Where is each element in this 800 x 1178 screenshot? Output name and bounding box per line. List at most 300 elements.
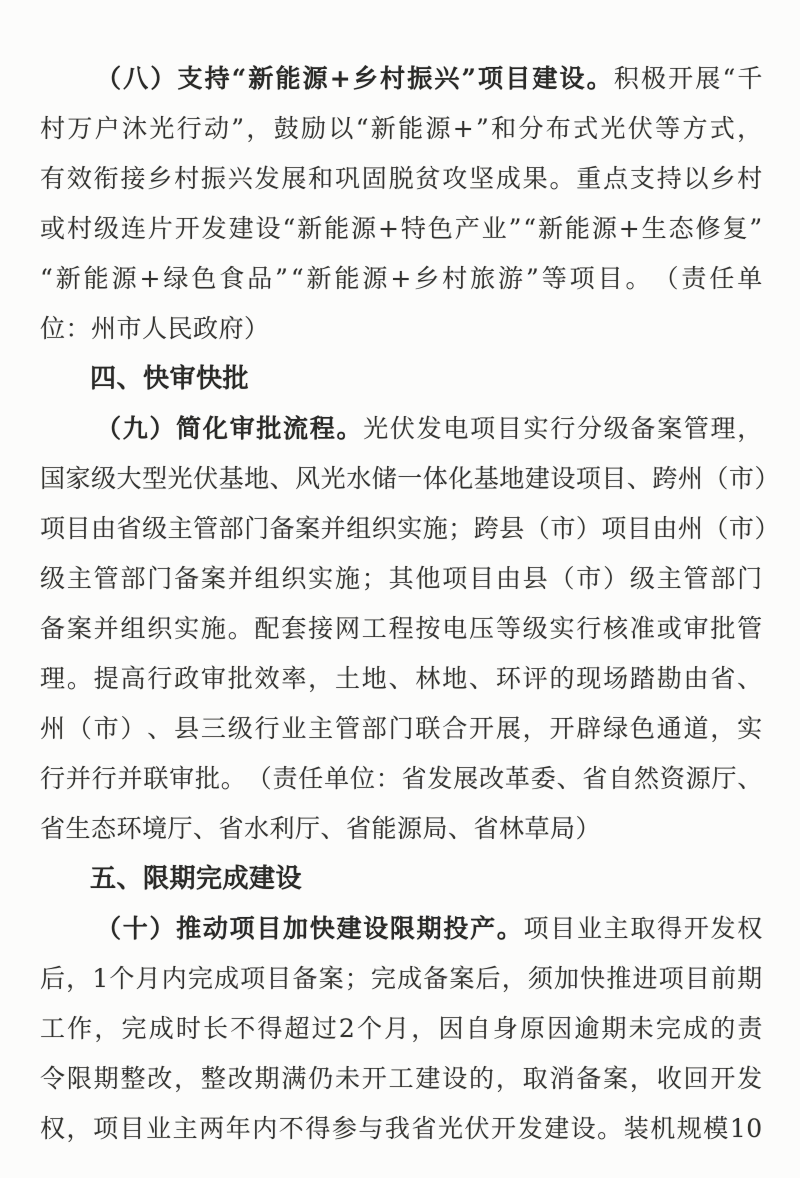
bold-text-segment: 投 [443, 914, 469, 943]
text-segment: 特 [400, 214, 427, 243]
text-segment: ， [737, 414, 763, 443]
text-segment: 成 [213, 964, 240, 993]
text-line [40, 404, 763, 454]
text-segment: 快 [580, 964, 606, 993]
text-segment: 发 [416, 414, 443, 443]
text-segment: 完 [655, 1014, 682, 1043]
text-segment: 1 [92, 964, 109, 993]
text-segment: 地 [499, 464, 525, 493]
text-segment: 大 [116, 464, 143, 493]
text-segment: 位：州市人民政府） [40, 314, 270, 343]
text-segment: 备 [174, 564, 200, 593]
bold-text-segment: （ [96, 64, 122, 93]
bold-text-segment: 。 [496, 914, 523, 943]
text-segment: 月 [384, 1014, 410, 1043]
text-segment: 联 [415, 714, 441, 743]
text-segment: 业 [146, 1114, 172, 1143]
text-line [40, 704, 763, 754]
text-segment: 伏 [464, 1114, 491, 1143]
text-segment: 万 [67, 114, 93, 143]
text-segment: （ [703, 464, 729, 493]
text-segment: 项 [470, 414, 496, 443]
text-segment: 的 [469, 1064, 495, 1093]
text-segment: 审 [169, 764, 195, 793]
text-segment: 主 [167, 514, 194, 543]
text-segment: 目 [550, 914, 576, 943]
text-segment: ， [522, 714, 549, 743]
bold-text-segment: 九 [122, 414, 149, 443]
text-segment: 。 [549, 164, 575, 193]
text-segment: 行 [176, 114, 203, 143]
text-segment: 取 [522, 1064, 549, 1093]
text-segment: 建 [415, 1064, 441, 1093]
text-segment: ） [754, 464, 780, 493]
text-segment: 模 [703, 1114, 729, 1143]
text-segment: ） [120, 714, 146, 743]
text-segment: 开 [683, 914, 710, 943]
text-segment: 案 [449, 964, 475, 993]
text-segment: 整 [120, 1064, 146, 1093]
bold-text-segment: 建 [532, 64, 558, 93]
text-segment: 未 [334, 1064, 361, 1093]
text-segment: 、 [737, 764, 763, 793]
text-segment: 设 [570, 1114, 597, 1143]
text-segment: 项 [658, 964, 685, 993]
text-segment: 逾 [574, 1014, 600, 1043]
text-segment: 行 [40, 764, 66, 793]
bold-text-segment: 项 [229, 914, 256, 943]
text-segment: 整 [200, 1064, 227, 1093]
text-segment: 态 [668, 214, 695, 243]
text-segment: + [390, 264, 412, 293]
text-segment: 。 [597, 1114, 623, 1143]
text-segment: 、 [469, 664, 495, 693]
text-segment: 后 [40, 964, 66, 993]
text-segment: 家 [65, 464, 92, 493]
text-segment: 新 [306, 264, 333, 293]
text-segment: 按 [415, 614, 441, 643]
text-segment: 得 [305, 1114, 331, 1143]
bold-text-segment: 期 [416, 914, 443, 943]
text-segment: （ [653, 264, 679, 293]
text-line [40, 1104, 763, 1154]
text-segment: 部 [710, 564, 736, 593]
text-segment: + [377, 214, 400, 243]
text-segment: 省 [710, 664, 736, 693]
text-segment: 年 [225, 1114, 252, 1143]
text-segment: 业 [281, 714, 307, 743]
text-segment: 两 [199, 1114, 225, 1143]
text-segment: 、 [626, 464, 653, 493]
text-segment: （ [703, 514, 729, 543]
text-segment: 资 [659, 764, 686, 793]
text-segment: 光 [149, 114, 175, 143]
bold-text-segment: 批 [256, 414, 282, 443]
text-segment: 项 [442, 564, 468, 593]
text-line [40, 604, 763, 654]
text-segment: 个 [356, 1014, 383, 1043]
bold-text-segment: 建 [336, 914, 362, 943]
text-segment: 改 [147, 1064, 173, 1093]
text-segment: 储 [371, 464, 398, 493]
text-segment: 、 [269, 464, 296, 493]
text-segment: 主 [603, 914, 630, 943]
text-segment: 自 [465, 1014, 492, 1043]
text-segment: 我 [384, 1114, 411, 1143]
text-segment: 方 [682, 114, 708, 143]
text-segment: （ [524, 514, 551, 543]
text-segment: 加 [554, 964, 580, 993]
text-segment: 得 [657, 914, 683, 943]
text-segment: 准 [629, 614, 656, 643]
text-segment: 光 [320, 464, 347, 493]
text-segment: 不 [278, 1114, 305, 1143]
text-segment: “ [355, 114, 369, 143]
text-segment: 级 [522, 614, 549, 643]
text-segment: 施 [334, 564, 361, 593]
text-segment: 行 [576, 614, 602, 643]
text-segment: ； [344, 964, 371, 993]
text-segment: 电 [442, 614, 468, 643]
text-segment: 目 [597, 264, 624, 293]
text-segment: 村 [737, 164, 763, 193]
text-segment: 发 [254, 164, 281, 193]
text-segment: 等 [495, 614, 522, 643]
text-segment: 委 [530, 764, 557, 793]
text-line [40, 554, 763, 604]
text-segment: 市 [93, 714, 120, 743]
text-segment: 目 [684, 964, 711, 993]
text-segment: 主 [66, 564, 93, 593]
text-segment: ： [375, 764, 402, 793]
text-segment: 批 [710, 614, 736, 643]
bold-text-segment: 振 [407, 64, 433, 93]
text-segment: 设 [442, 1064, 468, 1093]
text-segment: 项 [601, 514, 627, 543]
text-segment: 建 [524, 464, 551, 493]
text-line [40, 1054, 763, 1104]
text-segment: 食 [219, 264, 245, 293]
bold-text-segment: 目 [505, 64, 531, 93]
text-segment: 、 [556, 764, 583, 793]
text-segment: + [452, 114, 475, 143]
text-segment: 攻 [442, 164, 468, 193]
text-segment: 部 [218, 514, 245, 543]
text-segment: 仍 [308, 1064, 334, 1093]
text-line [40, 1004, 763, 1054]
text-segment: 参 [331, 1114, 358, 1143]
text-segment: 积 [613, 64, 640, 93]
text-segment: 实 [308, 564, 334, 593]
text-segment: 责 [272, 764, 298, 793]
bold-text-segment: “ [231, 64, 247, 93]
text-segment: “ [282, 214, 296, 243]
text-segment: 成 [148, 1014, 175, 1043]
text-line [40, 154, 763, 204]
text-segment: 开 [491, 1114, 517, 1143]
text-line [40, 804, 763, 854]
text-segment: ） [754, 514, 780, 543]
text-segment: 组 [254, 564, 281, 593]
bold-text-segment: 能 [275, 64, 301, 93]
text-segment: 单 [737, 264, 763, 293]
text-segment: 单 [324, 764, 350, 793]
text-segment: 村 [66, 214, 93, 243]
text-segment: 式 [709, 114, 736, 143]
text-segment: ； [361, 564, 388, 593]
text-segment: 脱 [388, 164, 415, 193]
text-segment: ， [411, 1014, 437, 1043]
bold-text-segment: 简 [176, 414, 202, 443]
text-segment: 新 [55, 264, 82, 293]
text-segment: 月 [135, 964, 162, 993]
text-line [40, 954, 763, 1004]
text-segment: 责 [681, 264, 707, 293]
item-9-paragraph [40, 404, 780, 854]
text-segment: 以 [683, 164, 710, 193]
text-segment: 土 [334, 664, 361, 693]
text-segment: 行 [147, 664, 173, 693]
text-segment: 须 [527, 964, 554, 993]
text-segment: 套 [281, 614, 307, 643]
text-segment: （ [66, 714, 93, 743]
bold-text-segment: ） [150, 64, 176, 93]
text-segment: 完 [370, 964, 397, 993]
text-segment: 由 [683, 664, 710, 693]
text-segment: 旅 [470, 264, 496, 293]
text-segment: 辟 [576, 714, 602, 743]
text-segment: 管 [334, 714, 361, 743]
text-line [40, 454, 780, 504]
text-segment: 任 [709, 264, 735, 293]
text-segment: 主 [308, 714, 334, 743]
text-segment: 机 [650, 1114, 676, 1143]
text-segment: 乡 [710, 164, 736, 193]
text-segment: 开 [549, 714, 575, 743]
text-segment: 提 [93, 664, 120, 693]
text-segment: 联 [143, 764, 169, 793]
section-heading-4 [40, 354, 763, 404]
bold-text-segment: 。 [586, 64, 613, 93]
text-segment: 能 [334, 264, 360, 293]
text-segment: 评 [522, 664, 549, 693]
text-segment: “ [290, 264, 305, 293]
bold-text-segment: 乡 [352, 64, 379, 93]
text-segment: 等 [541, 264, 568, 293]
bold-text-segment: 目 [256, 914, 282, 943]
text-segment: 和 [491, 114, 517, 143]
bold-text-segment: 源 [302, 64, 329, 93]
text-segment: 案 [66, 614, 93, 643]
text-segment: 工 [361, 614, 388, 643]
text-segment: 管 [193, 514, 219, 543]
text-segment: 业 [481, 214, 508, 243]
bold-text-segment: 支 [177, 64, 203, 93]
text-segment: 与 [358, 1114, 384, 1143]
text-segment: 现 [576, 664, 602, 693]
bold-text-segment: 流 [283, 414, 309, 443]
text-segment: 源 [362, 264, 388, 293]
text-segment: 前 [710, 964, 737, 993]
text-segment: 。 [227, 614, 254, 643]
text-segment: 乡 [414, 264, 440, 293]
text-segment: 任 [298, 764, 324, 793]
text-segment: 发 [517, 1114, 544, 1143]
bold-text-segment: 十 [122, 914, 149, 943]
text-segment: 体 [422, 464, 449, 493]
text-segment: 级 [93, 214, 120, 243]
text-segment: 理 [40, 664, 66, 693]
text-segment: 地 [361, 664, 388, 693]
text-segment: 伏 [389, 414, 416, 443]
text-segment: 振 [200, 164, 227, 193]
text-segment: 村 [442, 264, 468, 293]
text-segment: 行 [91, 764, 118, 793]
text-line [40, 304, 763, 354]
text-segment: + [139, 264, 161, 293]
text-segment: 展 [453, 764, 479, 793]
text-segment: 进 [632, 964, 658, 993]
text-segment: 网 [334, 614, 361, 643]
text-segment: 接 [308, 614, 334, 643]
text-line [40, 904, 763, 954]
text-segment: 期 [93, 1064, 120, 1093]
text-segment: 绿 [163, 264, 189, 293]
text-segment: ； [448, 514, 474, 543]
text-segment: 主 [172, 1114, 199, 1143]
text-segment: 省 [582, 764, 608, 793]
text-segment: 政 [174, 664, 200, 693]
text-segment: 水 [346, 464, 372, 493]
text-segment: 伏 [193, 464, 219, 493]
text-segment: 行 [550, 414, 576, 443]
text-segment: 千 [737, 64, 763, 93]
text-segment: 县 [174, 714, 200, 743]
text-segment: ， [308, 664, 334, 693]
text-segment: “ [523, 214, 537, 243]
text-segment: 、 [737, 664, 763, 693]
text-segment: 沐 [121, 114, 148, 143]
text-segment: 完 [187, 964, 214, 993]
text-segment: 主 [656, 564, 683, 593]
text-segment: 管 [737, 614, 763, 643]
bold-text-segment: 限 [389, 914, 416, 943]
text-segment: 建 [544, 1114, 570, 1143]
text-segment: 能 [564, 214, 591, 243]
text-segment: 跨 [473, 514, 500, 543]
section-heading-line [40, 854, 763, 904]
text-segment: 目 [65, 514, 92, 543]
text-segment: 户 [94, 114, 121, 143]
text-segment: 织 [281, 564, 307, 593]
text-segment: 村 [174, 164, 200, 193]
text-segment: 励 [301, 114, 327, 143]
text-segment: 坚 [469, 164, 495, 193]
text-segment: 目 [469, 564, 495, 593]
text-segment: 项 [93, 1114, 119, 1143]
text-segment: 满 [281, 1064, 307, 1093]
text-segment: 目 [601, 464, 627, 493]
text-segment: 级 [603, 414, 630, 443]
text-segment: 式 [573, 114, 599, 143]
text-segment: 源 [425, 114, 451, 143]
text-segment: 备 [40, 614, 66, 643]
bold-text-segment: 持 [204, 64, 231, 93]
text-segment: 开 [361, 1064, 388, 1093]
text-segment: ” [275, 264, 289, 293]
text-segment: 内 [161, 964, 188, 993]
text-segment: 项 [575, 464, 602, 493]
section-heading-5 [40, 854, 763, 904]
text-segment: 2 [338, 1014, 356, 1043]
text-segment: 光 [600, 114, 626, 143]
text-segment: 得 [257, 1014, 283, 1043]
text-segment: “ [40, 264, 54, 293]
text-segment: ， [66, 964, 92, 993]
text-segment: 化 [448, 464, 474, 493]
text-segment: 推 [606, 964, 632, 993]
text-segment: 作 [67, 1014, 93, 1043]
text-segment: 工 [388, 1064, 415, 1093]
text-segment: 原 [519, 1014, 546, 1043]
text-segment: 案 [318, 964, 345, 993]
text-segment: 级 [142, 514, 168, 543]
bold-text-segment: ） [149, 914, 175, 943]
text-segment: 跨 [652, 464, 678, 493]
text-segment: 踏 [629, 664, 656, 693]
text-segment: 因 [547, 1014, 573, 1043]
text-segment: 审 [683, 614, 710, 643]
text-segment: 能 [324, 214, 350, 243]
text-segment: 门 [737, 564, 763, 593]
bold-text-segment: 新 [248, 64, 274, 93]
text-segment: 分 [518, 114, 544, 143]
text-segment: 不 [230, 1014, 256, 1043]
text-segment: 乡 [147, 164, 173, 193]
section-heading-line [40, 354, 763, 404]
text-segment: 市 [576, 564, 602, 593]
text-segment: 目 [119, 1114, 146, 1143]
text-segment: 片 [147, 214, 174, 243]
text-segment: 勘 [656, 664, 683, 693]
text-segment: 批 [227, 664, 254, 693]
text-segment: 级 [91, 464, 117, 493]
text-segment: 能 [398, 114, 424, 143]
text-segment: 核 [603, 614, 629, 643]
text-segment: 备 [423, 964, 449, 993]
text-segment: 装 [623, 1114, 650, 1143]
text-segment: 限 [66, 1064, 93, 1093]
text-segment: 展 [281, 164, 307, 193]
text-segment: 固 [361, 164, 388, 193]
text-segment: 光 [167, 464, 194, 493]
text-line [40, 254, 763, 304]
text-segment: 型 [142, 464, 168, 493]
text-segment: 源 [591, 214, 618, 243]
text-segment: 门 [147, 564, 173, 593]
text-segment: 开 [668, 64, 694, 93]
text-segment: 开 [174, 214, 201, 243]
text-segment: 备 [269, 514, 296, 543]
text-segment: 点 [603, 164, 629, 193]
text-segment: ， [174, 1064, 200, 1093]
text-segment: 个 [109, 964, 135, 993]
text-segment: 发 [737, 1064, 763, 1093]
text-segment: 绿 [603, 714, 629, 743]
text-line [40, 754, 763, 804]
text-segment: 基 [218, 464, 245, 493]
text-segment: 有 [40, 164, 66, 193]
